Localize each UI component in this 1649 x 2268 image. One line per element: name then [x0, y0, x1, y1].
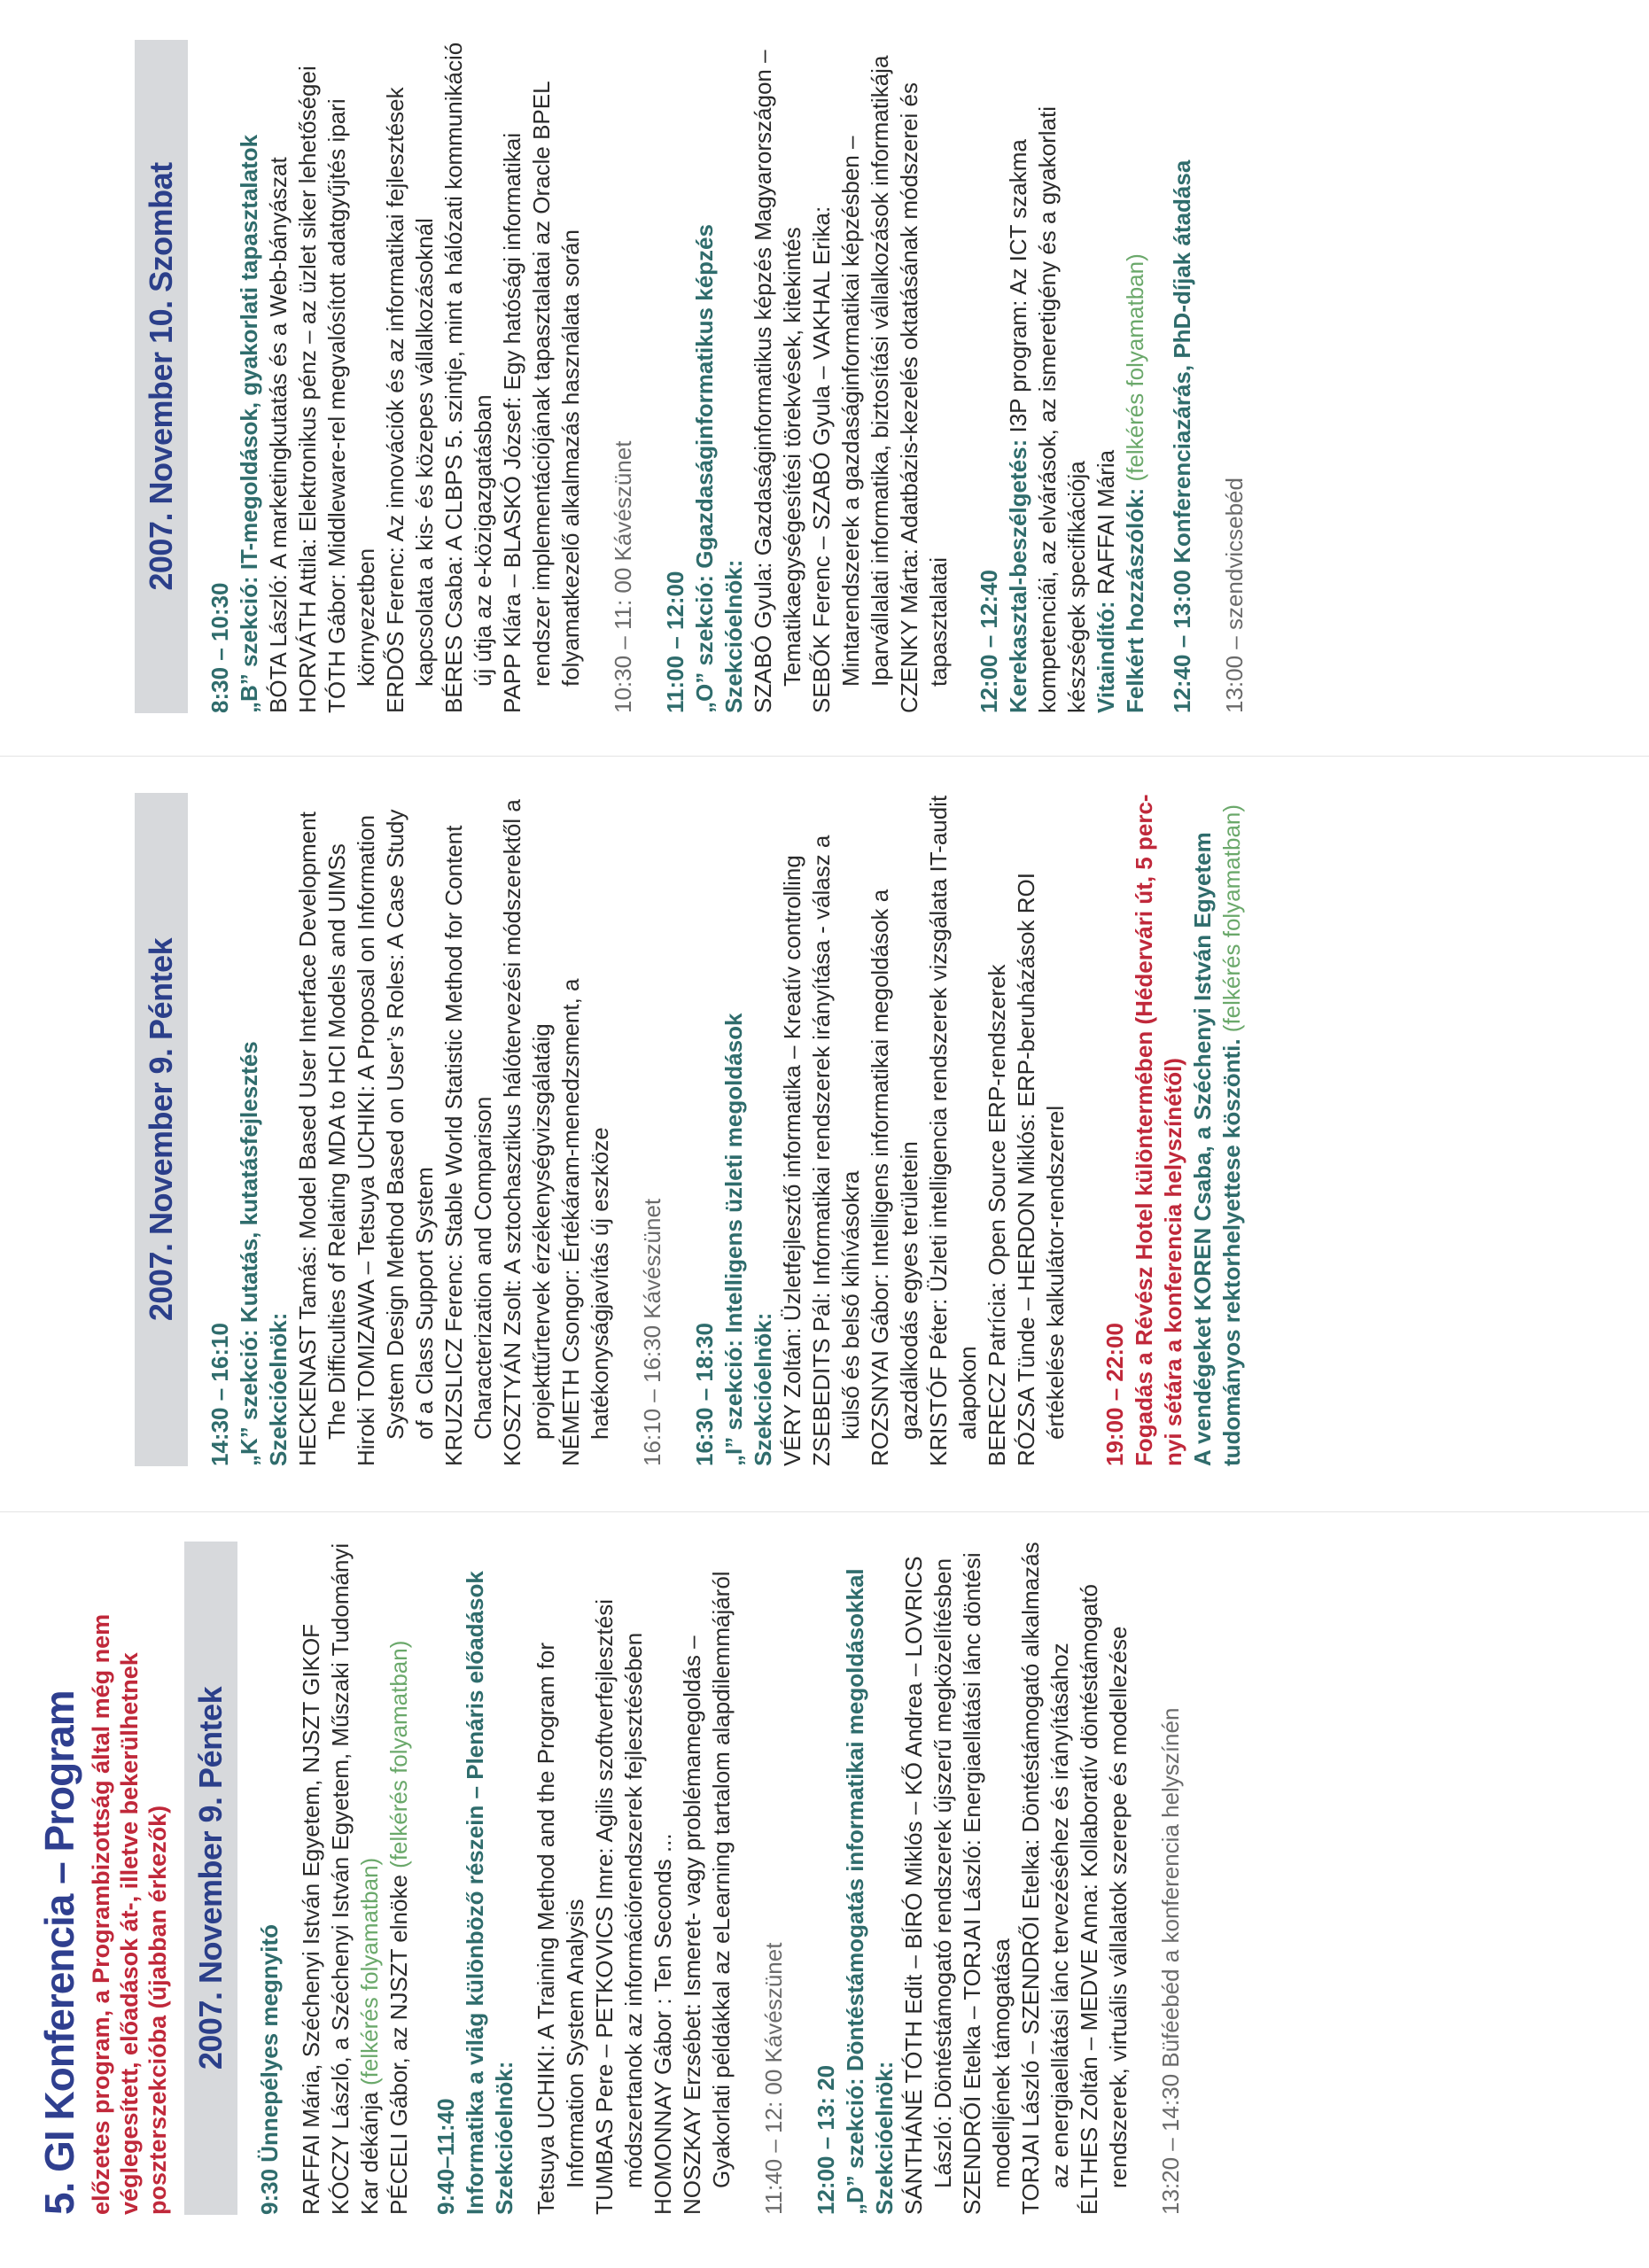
- session-k-block: [206, 793, 615, 1466]
- talk-item: BERECZ Patrícia: Open Source ERP-rendszerek: [984, 964, 1010, 1466]
- chairs-label: Szekcióelnök:: [491, 2061, 517, 2215]
- talk-item: KRUZSLICZ Ferenc: Stable World Statistic Method for Content Characterization and Comparison: [440, 825, 496, 1466]
- talk-item: VÉRY Zoltán: Üzletfejlesztő informatika – Kreatív controlling: [779, 855, 805, 1466]
- roundtable-lead: Vitaindító: RAFFAI Mária: [1093, 449, 1119, 713]
- talk-item: CZENKY Márta: Adatbázis-kezelés oktatásának módszerei és tapasztalatai: [896, 82, 952, 713]
- coffee-break: 16:10 – 16:30 Kávészünet: [639, 1198, 665, 1466]
- fold-line: [0, 1511, 1649, 1512]
- session-title: „I” szekció: Intelligens üzleti megoldások: [720, 1013, 747, 1466]
- reception-block: [1101, 793, 1247, 1466]
- opening-time: 9:30 Ünnepélyes megnyitó: [256, 1924, 283, 2215]
- talk-item: HOMONNAY Gábor : Ten Seconds ...: [649, 1833, 676, 2215]
- sandwich-lunch: 13:00 – szendvicsebéd: [1221, 478, 1248, 713]
- roundtable-block: [975, 40, 1150, 713]
- session-o-block: [661, 40, 953, 713]
- preliminary-note: előzetes program, a Programbizottság által még nem véglegesített, előadások át-, illetve bekerülhetnek poszterszekcióba (újabban érkezők): [88, 1613, 171, 2215]
- roundtable-invited: Felkért hozzászólók: (felkérés folyamatban): [1122, 253, 1148, 713]
- roundtable-time: 12:00 – 12:40: [976, 570, 1002, 713]
- talk-item: ERDŐS Ferenc: Az innovációk és az informatikai fejlesztések kapcsolata a kis- és közepes vállalkozásoknál: [382, 87, 438, 713]
- talk-item: ÉLTHES Zoltán – MEDVE Anna: Kollaboratív döntéstámogató rendszerek, virtuális vállalatok szerepe és modellezése: [1076, 1583, 1132, 2215]
- talk-item: HORVÁTH Attila: Elektronikus pénz – az üzlet siker lehetőségei: [294, 66, 321, 713]
- talk-item: ROZSNYAI Gábor: Intelligens informatikai megoldások a gazdálkodás egyes területein: [867, 889, 922, 1466]
- talk-item: SÁNTHÁNÉ TÓTH Edit – BÍRÓ Miklós – KŐ Andrea – LOVRICS László: Döntéstámogató rendszerek újszerű megközelítésben: [900, 1556, 956, 2215]
- opening-speaker: RAFFAI Mária, Széchenyi István Egyetem, NJSZT GIKOF: [298, 1623, 324, 2215]
- coffee-break: 11:40 – 12: 00 Kávészünet: [760, 1942, 787, 2215]
- reception-venue: Fogadás a Révész Hotel különtermében (Hédervári út, 5 perc-nyi sétára a konferencia helyszínétől): [1131, 794, 1186, 1466]
- session-title: „O” szekció: Ggazdaságinformatikus képzés: [691, 224, 718, 713]
- talk-item: TÓTH Gábor: Middleware-rel megvalósított adatgyűjtés ipari környezetben: [323, 98, 379, 713]
- talk-item: SZABÓ Gyula: Gazdaságinformatikus képzés Magyarországon – Tematikaegységesítési törekvések, kitekintés: [750, 50, 805, 713]
- roundtable-topic: Kerekasztal-beszélgetés: I3P program: Az ICT szakma kompetenciái, az elvárások, az ismeretigény és a gyakorlati készségek specifikációja: [1005, 106, 1090, 713]
- talk-item: ZSEBEDITS Pál: Informatikai rendszerek irányítása - válasz a külső és belső kihívásokra: [808, 835, 864, 1466]
- session-time: 12:00 – 13: 20: [813, 2064, 839, 2215]
- talk-item: PAPP Klára – BLASKÓ József: Egy hatósági informatikai rendszer implementációjának tapasztalatai az Oracle BPEL folyamatkezelő alkalmazás használata során: [499, 82, 584, 713]
- talk-item: SZENDRŐI Etelka – TORJAI László: Energiaellátási lánc döntési modelljének támogatása: [959, 1552, 1015, 2215]
- session-time: 16:30 – 18:30: [691, 1323, 718, 1466]
- day-header: 2007. November 9. Péntek: [184, 1542, 237, 2215]
- reception-host: A vendégeket KOREN Csaba, a Széchenyi István Egyetem tudományos rektorhelyettese köszönti. (felkérés folyamatban): [1189, 804, 1245, 1466]
- talk-item: Tetsuya UCHIKI: A Training Method and the Program for Information System Analysis: [533, 1643, 588, 2215]
- plenary-block: [432, 1542, 736, 2215]
- session-time: 11:00 – 12:00: [662, 571, 688, 713]
- session-title: „D” szekció: Döntéstámogatás informatikai megoldásokkal: [842, 1568, 868, 2215]
- plenary-time: 9:40–11:40: [432, 2098, 459, 2215]
- talk-item: NÉMETH Csongor: Értékáram-menedzsment, a hatékonyságjavítás új eszköze: [557, 978, 613, 1466]
- chairs-label: Szekcióelnök:: [720, 559, 747, 713]
- session-b-block: [206, 40, 586, 713]
- plenary-title: Informatika a világ különböző részein – Plenáris előadások: [462, 1571, 488, 2215]
- talk-item: TORJAI László – SZENDRŐI Etelka: Döntéstámogató alkalmazás az energiaellátási lánc tervezéséhez és irányításához: [1017, 1542, 1073, 2215]
- chairs-label: Szekcióelnök:: [265, 1312, 292, 1466]
- opening-speaker: PÉCELI Gábor, az NJSZT elnöke (felkérés folyamatban): [385, 1640, 412, 2215]
- opening-block: [255, 1542, 414, 2215]
- panel-day-1-morning: [35, 1542, 1209, 2215]
- closing-ceremony: 12:40 – 13:00 Konferenciazárás, PhD-díjak átadása: [1169, 159, 1195, 713]
- talk-item: NOSZKAY Erzsébet: Ismeret- vagy problémamegoldás – Gyakorlati példákkal az eLearning tartalom alapdilemmájáról: [679, 1571, 735, 2215]
- chairs-label: Szekcióelnök:: [871, 2061, 898, 2215]
- talk-item: SEBŐK Ferenc – SZABÓ Gyula – VAKHAL Erika: Mintarendszerek a gazdaságinformatikai képzésben – Iparvállalati informatika, biztosítási vállalkozások informatikája: [808, 55, 893, 713]
- lunch-break: 13:20 – 14:30 Büféebéd a konferencia helyszínén: [1157, 1707, 1184, 2215]
- conference-title: 5. GI Konferencia – Program: [36, 1690, 82, 2215]
- chairs-label: Szekcióelnök:: [750, 1312, 776, 1466]
- talk-item: KOSZTYÁN Zsolt: A sztochasztikus hálótervezési módszerektől a projekttűrtervek érzékenységvizsgálatáig: [499, 799, 555, 1466]
- opening-speaker: KÓCZY László, a Széchenyi István Egyetem, Műszaki Tudományi Kar dékánja (felkérés folyamatban): [327, 1542, 383, 2215]
- day-header: 2007. November 10. Szombat: [135, 40, 188, 713]
- talk-item: TUMBAS Pere – PETKOVICS Imre: Agilis szoftverfejlesztési módszertanok az információrendszerek fejlesztésében: [591, 1599, 647, 2215]
- talk-item: RÓZSA Tünde – HERDON Miklós: ERP-beruházások ROI értékelése kalkulátor-rendszerrel: [1013, 873, 1069, 1466]
- session-title: „B” szekció: IT-megoldások, gyakorlati tapasztalatok: [236, 134, 262, 713]
- day-header: 2007. November 9. Péntek: [135, 793, 188, 1466]
- talk-item: KRISTÓF Péter: Üzleti intelligencia rendszerek vizsgálata IT-audit alapokon: [925, 795, 981, 1466]
- panel-day-1-afternoon: [35, 793, 1264, 1466]
- talk-item: BÓTA László: A marketingkutatás és a Web-bányászat: [265, 157, 292, 713]
- session-title: „K” szekció: Kutatás, kutatásfejlesztés: [236, 1041, 262, 1466]
- session-d-block: [812, 1542, 1133, 2215]
- talk-item: BÉRES Csaba: A CLBPS 5. szintje, mint a hálózati kommunikáció új útja az e-közigazgatásban: [440, 42, 496, 713]
- talk-item: HECKENAST Tamás: Model Based User Interface Development The Difficulties of Relating MDA to HCI Models and UIMSs: [294, 812, 350, 1466]
- reception-time: 19:00 – 22:00: [1101, 1323, 1128, 1466]
- session-time: 8:30 – 10:30: [206, 582, 233, 713]
- talk-item: Hiroki TOMIZAWA – Tetsuya UCHIKI: A Proposal on Information System Design Method Based on User’s Roles: A Case Study of a Class Support System: [353, 809, 438, 1466]
- session-time: 14:30 – 16:10: [206, 1323, 233, 1466]
- coffee-break: 10:30 – 11: 00 Kávészünet: [610, 440, 636, 713]
- session-i-block: [690, 793, 1070, 1466]
- panel-day-2: [35, 40, 1272, 713]
- fold-line: [0, 756, 1649, 757]
